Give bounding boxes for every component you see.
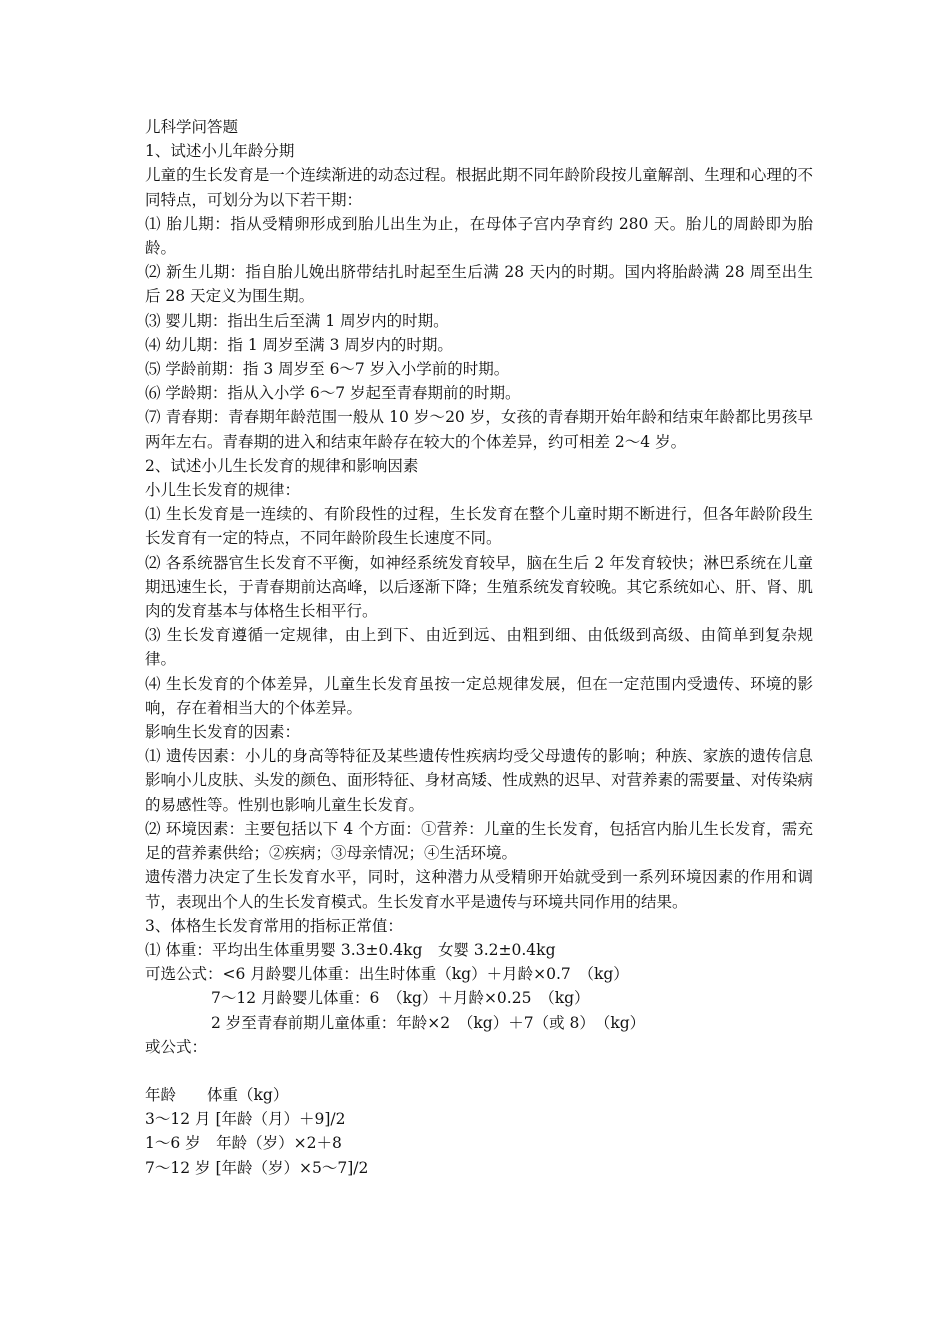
section-1-item: ⑹ 学龄期：指从入小学 6～7 岁起至青春期前的时期。 bbox=[145, 384, 521, 403]
section-2-heading: 2、试述小儿生长发育的规律和影响因素 bbox=[145, 456, 419, 475]
weight-line: ⑴ 体重：平均出生体重男婴 3.3±0.4kg 女婴 3.2±0.4kg bbox=[145, 940, 556, 959]
section-1-item: ⑺ 青春期：青春期年龄范围一般从 10 岁～20 岁，女孩的青春期开始年龄和结束年龄都比男孩早两年左右。青春期的进入和结束年龄存在较大的个体差异，约可相差 2～4 岁。 bbox=[145, 408, 813, 451]
growth-rule: ⑵ 各系统器官生长发育不平衡，如神经系统发育较早，脑在生后 2 年发育较快；淋巴系统在儿童期迅速生长，于青春期前达高峰，以后逐渐下降；生殖系统发育较晚。其它系统如心、肝、肾、肌肉的发育基本与体格生长相平行。 bbox=[145, 553, 813, 621]
section-2-subheading: 影响生长发育的因素： bbox=[145, 723, 301, 742]
table-header: 年龄 体重（kg） bbox=[145, 1085, 289, 1104]
document-title: 儿科学问答题 bbox=[145, 118, 239, 136]
section-1-intro: 儿童的生长发育是一个连续渐进的动态过程。根据此期不同年龄阶段按儿童解剖、生理和心理的不同特点，可划分为以下若干期： bbox=[145, 166, 813, 209]
section-3-heading: 3、体格生长发育常用的指标正常值： bbox=[145, 916, 403, 935]
section-1-item: ⑷ 幼儿期：指 1 周岁至满 3 周岁内的时期。 bbox=[145, 335, 453, 354]
table-row: 3～12 月 [年龄（月）＋9]/2 bbox=[145, 1110, 346, 1129]
spacer bbox=[145, 1059, 813, 1083]
section-2-subheading: 小儿生长发育的规律： bbox=[145, 481, 301, 500]
section-1-item: ⑴ 胎儿期：指从受精卵形成到胎儿出生为止，在母体子宫内孕育约 280 天。胎儿的周龄即为胎龄。 bbox=[145, 214, 813, 258]
growth-rule: ⑷ 生长发育的个体差异，儿童生长发育虽按一定总规律发展，但在一定范围内受遗传、环境的影响，存在着相当大的个体差异。 bbox=[145, 674, 813, 717]
growth-rule: ⑶ 生长发育遵循一定规律，由上到下、由近到远、由粗到细、由低级到高级、由简单到复杂规律。 bbox=[145, 626, 813, 669]
weight-table bbox=[145, 1083, 813, 1180]
section-1-heading: 1、试述小儿年龄分期 bbox=[145, 142, 295, 161]
formula-line: 2 岁至青春前期儿童体重：年龄×2 （kg）＋7（或 8） （kg） bbox=[211, 1013, 646, 1032]
section-1-item: ⑶ 婴儿期：指出生后至满 1 周岁内的时期。 bbox=[145, 311, 449, 330]
table-row: 1～6 岁 年龄（岁）×2＋8 bbox=[145, 1134, 342, 1153]
growth-factor: ⑵ 环境因素：主要包括以下 4 个方面：①营养：儿童的生长发育，包括宫内胎儿生长发育，需充足的营养素供给；②疾病；③母亲情况；④生活环境。 bbox=[145, 819, 813, 863]
formula-line: 7～12 月龄婴儿体重：6 （kg）＋月龄×0.25 （kg） bbox=[211, 989, 590, 1008]
document-body bbox=[145, 115, 813, 1180]
section-1-item: ⑸ 学龄前期：指 3 周岁至 6～7 岁入小学前的时期。 bbox=[145, 360, 510, 379]
section-2-summary: 遗传潜力决定了生长发育水平，同时，这种潜力从受精卵开始就受到一系列环境因素的作用和调节，表现出个人的生长发育模式。生长发育水平是遗传与环境共同作用的结果。 bbox=[145, 868, 813, 911]
or-formula-label: 或公式： bbox=[145, 1037, 208, 1056]
table-row: 7～12 岁 [年龄（岁）×5～7]/2 bbox=[145, 1158, 369, 1177]
section-1-item: ⑵ 新生儿期：指自胎儿娩出脐带结扎时起至生后满 28 天内的时期。国内将胎龄满 28 周至出生后 28 天定义为围生期。 bbox=[145, 263, 813, 306]
growth-rule: ⑴ 生长发育是一连续的、有阶段性的过程，生长发育在整个儿童时期不断进行，但各年龄阶段生长发育有一定的特点，不同年龄阶段生长速度不同。 bbox=[145, 505, 813, 548]
growth-factor: ⑴ 遗传因素：小儿的身高等特征及某些遗传性疾病均受父母遗传的影响；种族、家族的遗传信息影响小儿皮肤、头发的颜色、面形特征、身材高矮、性成熟的迟早、对营养素的需要量、对传染病的易感性等。性别也影响儿童生长发育。 bbox=[145, 747, 813, 814]
formula-line: 可选公式：<6 月龄婴儿体重：出生时体重（kg）＋月龄×0.7 （kg） bbox=[145, 965, 629, 984]
